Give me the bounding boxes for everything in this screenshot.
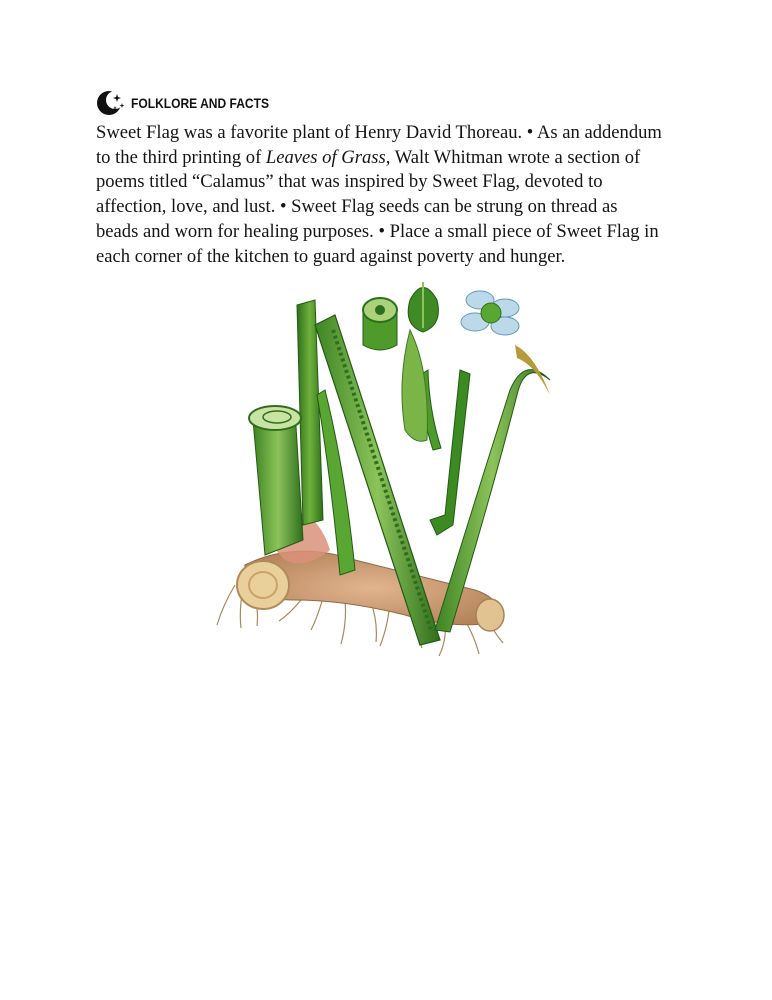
forked-stem (402, 330, 470, 535)
body-line: each corner of the kitchen to guard against poverty and hunger. (96, 245, 566, 267)
section-heading: FOLKLORE AND FACTS (131, 95, 270, 111)
book-title: Leaves of Grass (265, 146, 386, 168)
body-line: beads and worn for healing purposes. • Place a small piece of Sweet Flag in (96, 220, 659, 242)
body-paragraph (96, 121, 696, 269)
spadix (402, 330, 427, 441)
flower (461, 291, 519, 335)
body-line: Sweet Flag was a favorite plant of Henry David Thoreau. • As an addendum (96, 122, 662, 143)
section-header (96, 88, 291, 118)
body-line: affection, love, and lust. • Sweet Flag seeds can be strung on thread as (96, 196, 618, 218)
body-line: poems titled “Calamus” that was inspired by Sweet Flag, devoted to (96, 171, 603, 193)
sweet-flag-illustration (205, 270, 565, 680)
stem-cross-section (363, 298, 397, 350)
cut-leaf-bundle (249, 406, 303, 555)
moon-stars-icon (96, 88, 126, 118)
fruit (408, 282, 438, 332)
body-line: to the third printing of Leaves of Grass, Walt Whitman wrote a section of (96, 146, 641, 168)
